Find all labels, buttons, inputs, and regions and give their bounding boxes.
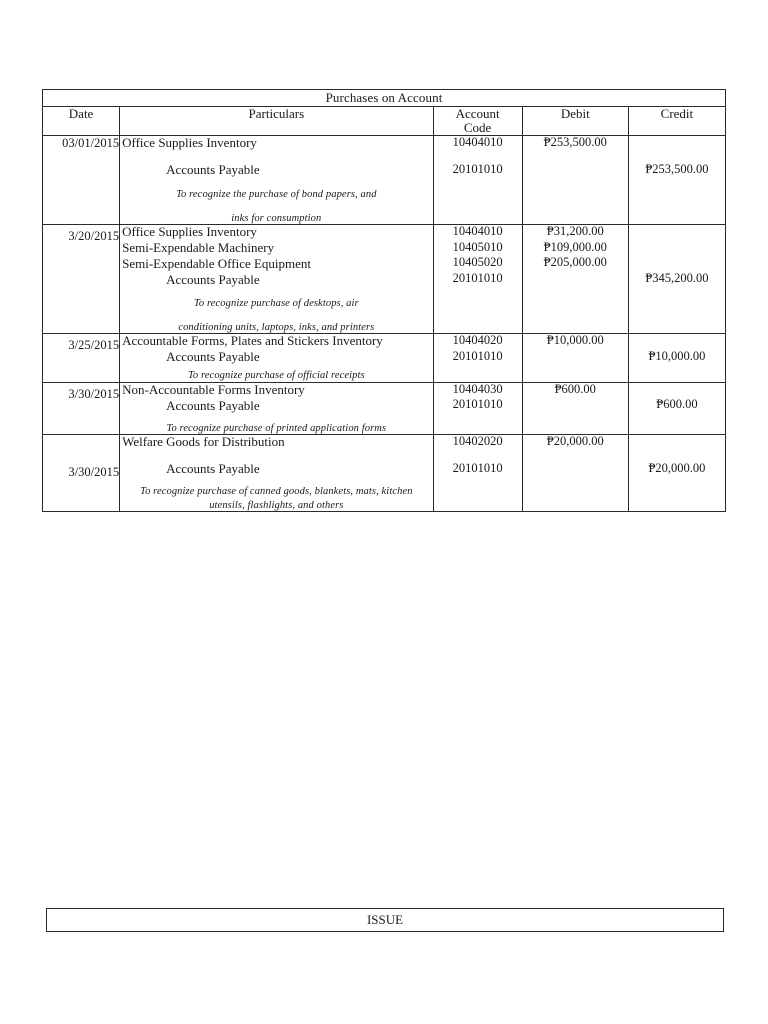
- debit-amount: ₱600.00: [554, 381, 596, 396]
- particulars-line: Office Supplies Inventory: [122, 135, 257, 151]
- account-code-header-line2: Code: [463, 120, 492, 136]
- entry-account-codes: [433, 136, 522, 225]
- particulars-line: Accounts Payable: [166, 349, 260, 365]
- entry-date: 3/30/2015: [43, 382, 120, 435]
- account-code-value: 10404010: [452, 224, 503, 239]
- journal-entry-row: [43, 334, 726, 383]
- entry-credit-amounts: [628, 334, 725, 383]
- table-title-row: [43, 90, 726, 107]
- account-code-value: 10402020: [452, 434, 503, 449]
- account-code-value: 10405020: [452, 255, 503, 270]
- table-header-row: [43, 107, 726, 136]
- entry-debit-amounts: [522, 435, 628, 512]
- debit-amount: ₱205,000.00: [543, 255, 607, 270]
- memo-line: To recognize purchase of canned goods, blankets, mats, kitchen: [140, 486, 413, 498]
- entry-account-codes: [433, 225, 522, 334]
- debit-amount: ₱20,000.00: [546, 434, 604, 449]
- entry-date: 3/30/2015: [43, 435, 120, 512]
- particulars-line: Welfare Goods for Distribution: [122, 434, 285, 450]
- entry-account-codes: [433, 435, 522, 512]
- entry-memo: [120, 487, 432, 511]
- entry-particulars: [120, 334, 433, 383]
- credit-amount: ₱600.00: [656, 397, 698, 412]
- account-code-value: 10404020: [452, 333, 503, 348]
- particulars-line: Accounts Payable: [166, 461, 260, 477]
- entry-debit-amounts: [522, 136, 628, 225]
- journal-entry-row: [43, 225, 726, 334]
- entry-debit-amounts: [522, 382, 628, 435]
- debit-amount: ₱10,000.00: [546, 333, 604, 348]
- memo-line: To recognize purchase of printed application forms: [166, 422, 387, 434]
- entry-particulars: [120, 225, 433, 334]
- entry-credit-amounts: [628, 136, 725, 225]
- purchases-on-account-journal-table: [42, 89, 726, 512]
- particulars-line: Semi-Expendable Office Equipment: [122, 256, 312, 272]
- entry-credit-amounts: [628, 435, 725, 512]
- column-header-debit: Debit: [522, 107, 628, 136]
- entry-credit-amounts: [628, 382, 725, 435]
- account-code-value: 20101010: [452, 397, 503, 412]
- table-title: Purchases on Account: [43, 90, 726, 107]
- particulars-line: Non-Accountable Forms Inventory: [122, 381, 305, 397]
- entry-memo: [120, 190, 432, 224]
- entry-memo: [120, 424, 432, 435]
- column-header-date: Date: [43, 107, 120, 136]
- column-header-particulars: Particulars: [120, 107, 433, 136]
- entry-particulars: [120, 382, 433, 435]
- memo-line: inks for consumption: [231, 212, 322, 224]
- entry-date: 3/25/2015: [43, 334, 120, 383]
- particulars-line: Accounts Payable: [166, 162, 260, 178]
- debit-amount: ₱31,200.00: [546, 224, 604, 239]
- particulars-line: Accountable Forms, Plates and Stickers Inventory: [122, 333, 383, 349]
- entry-account-codes: [433, 382, 522, 435]
- journal-entry-row: [43, 382, 726, 435]
- account-code-value: 10404010: [452, 135, 503, 150]
- account-code-value: 20101010: [452, 161, 503, 176]
- entry-memo: [120, 371, 432, 382]
- account-code-value: 20101010: [452, 270, 503, 285]
- issue-section-bar: [46, 908, 724, 932]
- memo-line: utensils, flashlights, and others: [209, 499, 344, 511]
- entry-account-codes: [433, 334, 522, 383]
- column-header-credit: Credit: [628, 107, 725, 136]
- journal-entry-row: [43, 435, 726, 512]
- debit-amount: ₱253,500.00: [543, 135, 607, 150]
- entry-date: 3/20/2015: [43, 225, 120, 334]
- entry-credit-amounts: [628, 225, 725, 334]
- account-code-value: 10405010: [452, 239, 503, 254]
- account-code-header-line1: Account: [455, 106, 500, 121]
- particulars-line: Office Supplies Inventory: [122, 224, 257, 240]
- account-code-value: 20101010: [452, 460, 503, 475]
- memo-line: conditioning units, laptops, inks, and printers: [178, 321, 375, 333]
- column-header-account-code: [433, 107, 522, 136]
- memo-line: To recognize purchase of official receipts: [187, 370, 365, 382]
- credit-amount: ₱20,000.00: [648, 460, 706, 475]
- entry-date: 03/01/2015: [43, 136, 120, 225]
- particulars-line: Accounts Payable: [166, 272, 260, 288]
- credit-amount: ₱345,200.00: [645, 270, 709, 285]
- credit-amount: ₱10,000.00: [648, 348, 706, 363]
- credit-amount: ₱253,500.00: [645, 161, 709, 176]
- particulars-line: Semi-Expendable Machinery: [122, 240, 275, 256]
- entry-debit-amounts: [522, 225, 628, 334]
- entry-particulars: [120, 435, 433, 512]
- particulars-line: Accounts Payable: [166, 397, 260, 413]
- memo-line: To recognize the purchase of bond papers, and: [176, 189, 377, 201]
- account-code-value: 10404030: [452, 381, 503, 396]
- entry-memo: [120, 299, 432, 333]
- memo-line: To recognize purchase of desktops, air: [193, 298, 359, 310]
- debit-amount: ₱109,000.00: [543, 239, 607, 254]
- entry-debit-amounts: [522, 334, 628, 383]
- account-code-value: 20101010: [452, 348, 503, 363]
- entry-particulars: [120, 136, 433, 225]
- journal-entry-row: [43, 136, 726, 225]
- issue-section-label: ISSUE: [366, 912, 404, 927]
